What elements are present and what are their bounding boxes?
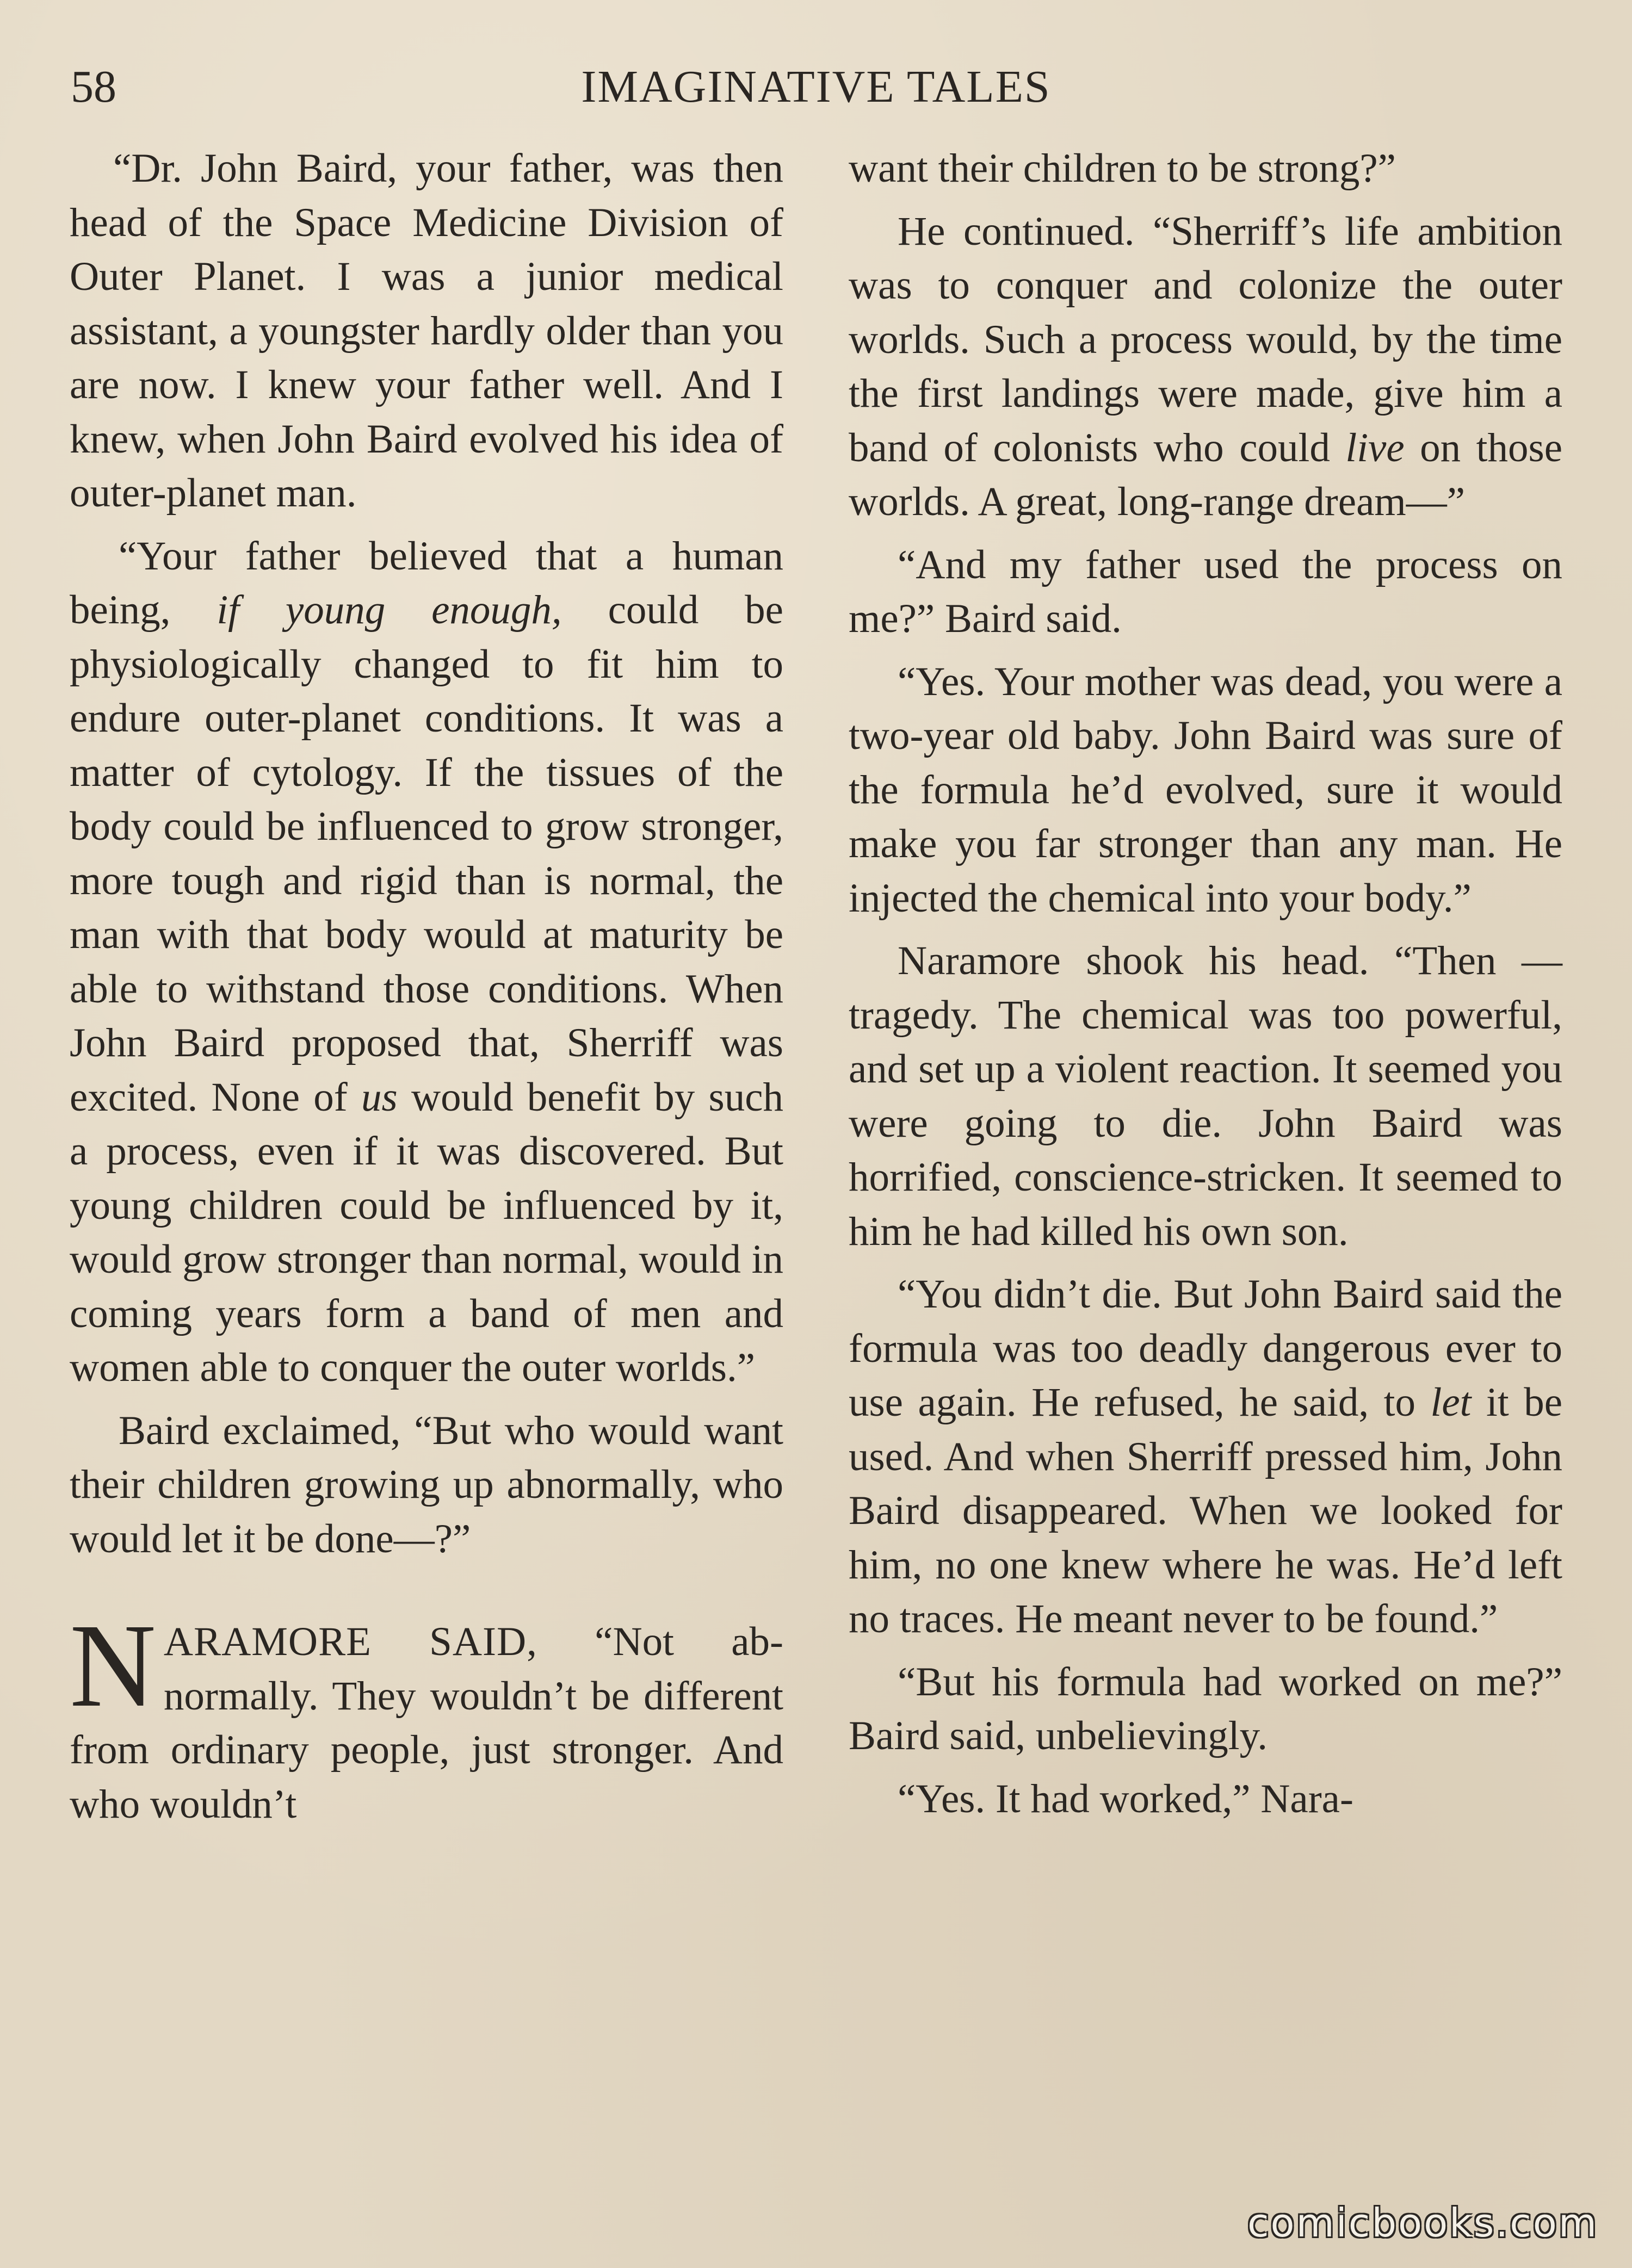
paragraph-drop-cap (70, 1599, 783, 1831)
italic-text: live (1345, 425, 1405, 470)
paragraph: “And my father used the process on me?” Baird said. (849, 542, 1562, 641)
left-column (70, 141, 783, 1840)
running-head: IMAGINATIVE TALES (581, 61, 1051, 112)
paragraph: Naramore shook his head. “Then —tragedy. The chemical was too powerful, and set up a violent reaction. It seemed you were going to die. John Baird was horrified, conscience-stricken. It seemed to him he had killed his own son. (849, 938, 1562, 1254)
text-run: “Your father believed that a human being, (70, 533, 783, 633)
text-run: it be used. And when Sherriff pressed him, John Baird disappeared. When we looked for him, no one knew where he was. He’d left no traces. He meant never to be found.” (849, 1380, 1563, 1641)
text-run: He continued. “Sherriff’s life ambition was to conquer and colonize the outer worlds. Such a process would, by the time the first landings were made, give him a band of colonists who could (849, 208, 1562, 470)
text-run: “Not abnormally. They wouldn’t be different from ordinary people, just stronger. And who wouldn’t (70, 1619, 783, 1827)
text-run: would benefit by such a process, even if it was discovered. But young children could be influenced by it, would grow stronger than normal, would in coming years form a band of men and women able to conquer the outer worlds.” (70, 1074, 784, 1390)
paragraph: “Yes. It had worked,” Nara- (898, 1776, 1353, 1821)
paragraph: “Dr. John Baird, your father, was then head of the Space Medicine Division of Outer Planet. I was a junior medical assistant, a youngster hardly older than you are now. I knew your father well. And I knew, when John Baird evolved his idea of outer-planet man. (70, 146, 783, 516)
page-number: 58 (71, 61, 116, 112)
italic-text: if young enough, (217, 587, 562, 633)
paragraph: want their children to be strong?” (849, 146, 1396, 191)
watermark: comicbooks.com (1247, 2200, 1598, 2246)
text-run: on those worlds. A great, long-range dream—” (849, 425, 1562, 524)
drop-cap: N (70, 1599, 156, 1732)
paragraph: “Yes. Your mother was dead, you were a two-year old baby. John Baird was sure of the formula he’d evolved, sure it would make you far stronger than any man. He injected the chemical into your body.” (849, 659, 1562, 921)
page-header (71, 57, 1561, 117)
paragraph: “But his formula had worked on me?” Baird said, unbelievingly. (849, 1659, 1562, 1758)
text-run: could be physiologically changed to fit him to endure outer-planet conditions. It was a matter of cytology. If the tissues of the body could be influenced to grow stronger, more tough and rigid than is normal, the man with that body would at maturity be able to withstand those conditions. When John Baird proposed that, Sherriff was excited. None of (70, 587, 783, 1120)
right-column (849, 141, 1562, 1835)
text-run: “You didn’t die. But John Baird said the formula was too deadly dangerous ever to use again. He refused, he said, to (849, 1272, 1562, 1425)
paragraph (70, 529, 783, 1395)
italic-text: let (1430, 1380, 1472, 1425)
paragraph: Baird exclaimed, “But who would want their children growing up abnormally, who would let it be done—?” (70, 1408, 783, 1561)
italic-text: us (361, 1074, 398, 1120)
paragraph (849, 1267, 1562, 1646)
lead-in-text: ARAMORE SAID, (163, 1619, 537, 1664)
paragraph (849, 205, 1562, 529)
